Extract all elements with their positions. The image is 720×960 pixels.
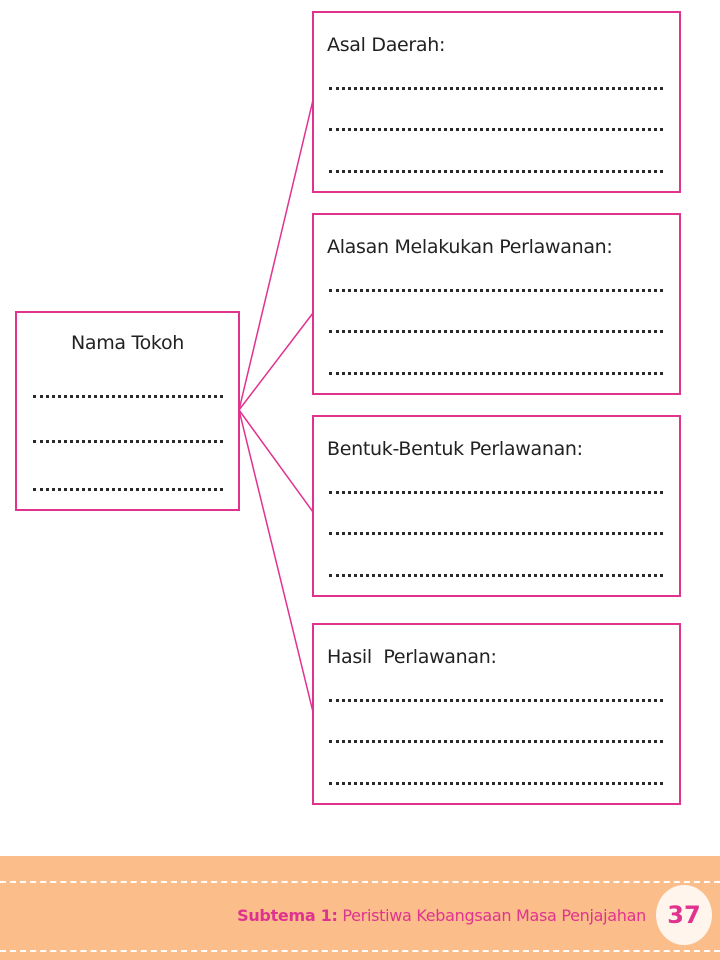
- asal-daerah-answer-line-3[interactable]: [329, 170, 663, 173]
- hasil-perlawanan-title: Hasil Perlawanan:: [327, 646, 497, 668]
- asal-daerah-answer-line-1[interactable]: [329, 87, 663, 90]
- hasil-perlawanan-answer-line-3[interactable]: [329, 782, 663, 785]
- bentuk-perlawanan-title: Bentuk-Bentuk Perlawanan:: [327, 438, 583, 460]
- connector-line-asal-daerah: [239, 100, 313, 410]
- nama-tokoh-answer-line-1[interactable]: [33, 395, 223, 398]
- bentuk-perlawanan-answer-line-1[interactable]: [329, 491, 663, 494]
- asal-daerah-title: Asal Daerah:: [327, 34, 446, 56]
- alasan-perlawanan-title: Alasan Melakukan Perlawanan:: [327, 236, 613, 258]
- footer-dashed-divider-top: [0, 881, 720, 883]
- asal-daerah-box: [312, 11, 681, 193]
- subtheme-label: Subtema 1:: [237, 906, 338, 925]
- footer-dashed-divider-bottom: [0, 950, 720, 952]
- hasil-perlawanan-box: [312, 623, 681, 805]
- bentuk-perlawanan-answer-line-3[interactable]: [329, 574, 663, 577]
- alasan-perlawanan-answer-line-2[interactable]: [329, 330, 663, 333]
- page-footer: [0, 856, 720, 960]
- connector-line-bentuk: [239, 410, 313, 512]
- nama-tokoh-answer-line-2[interactable]: [33, 440, 223, 443]
- nama-tokoh-box: [15, 311, 240, 511]
- nama-tokoh-title: Nama Tokoh: [70, 332, 185, 354]
- alasan-perlawanan-answer-line-3[interactable]: [329, 372, 663, 375]
- hasil-perlawanan-answer-line-2[interactable]: [329, 740, 663, 743]
- page-number: 37: [667, 901, 701, 929]
- nama-tokoh-answer-line-3[interactable]: [33, 488, 223, 491]
- alasan-perlawanan-box: [312, 213, 681, 395]
- alasan-perlawanan-answer-line-1[interactable]: [329, 289, 663, 292]
- bentuk-perlawanan-box: [312, 415, 681, 597]
- connector-line-hasil: [239, 410, 313, 712]
- footer-subtheme-caption: [237, 906, 646, 925]
- hasil-perlawanan-answer-line-1[interactable]: [329, 699, 663, 702]
- bentuk-perlawanan-answer-line-2[interactable]: [329, 532, 663, 535]
- subtheme-text: Peristiwa Kebangsaan Masa Penjajahan: [342, 906, 646, 925]
- asal-daerah-answer-line-2[interactable]: [329, 128, 663, 131]
- page-number-badge: [656, 885, 712, 945]
